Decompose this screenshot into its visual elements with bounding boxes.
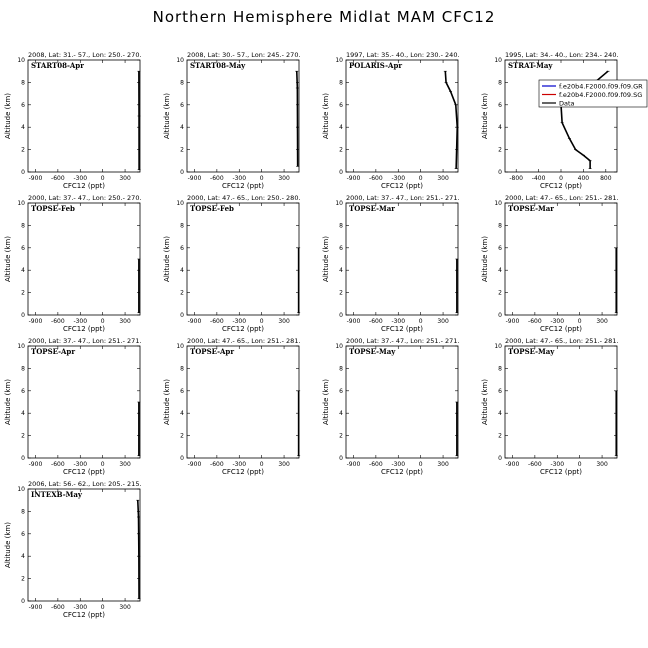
y-tick-label: 10 [17,343,25,350]
panel-header: 2000, Lat: 37.- 47., Lon: 251.- 271. [346,194,460,202]
y-tick-label: 10 [494,200,502,207]
y-tick-label: 4 [339,124,343,132]
y-tick-label: 0 [21,169,25,176]
x-tick-label: 300 [119,604,131,611]
x-tick-label: -300 [391,461,406,468]
x-tick-label: -900 [505,461,520,468]
plot-frame [505,346,617,458]
y-tick-label: 4 [180,124,184,132]
x-tick-label: 0 [559,175,563,182]
panel-campaign-label: TOPSE-Apr [190,347,235,356]
panel-header: 1997, Lat: 35.- 40., Lon: 230.- 240. [346,51,460,59]
y-tick-label: 0 [498,455,502,462]
y-tick-label: 0 [180,455,184,462]
panel [163,337,301,476]
y-tick-label: 2 [339,146,343,154]
y-tick-label: 4 [21,410,25,418]
panel-campaign-label: TOPSE-Mar [349,204,395,213]
plot-frame [187,60,299,172]
y-tick-label: 8 [21,222,25,230]
panel [163,194,301,333]
y-tick-label: 2 [21,289,25,297]
y-tick-label: 0 [180,312,184,319]
x-tick-label: 0 [577,461,582,468]
y-tick-label: 10 [176,200,184,207]
x-tick-label: -900 [28,175,43,182]
x-tick-label: 300 [437,175,449,182]
panel-header: 2000, Lat: 47.- 65., Lon: 251.- 281. [187,337,301,345]
y-tick-label: 8 [339,79,343,87]
x-tick-label: 800 [600,175,612,182]
y-tick-label: 2 [339,432,343,440]
x-tick-label: -600 [51,175,65,182]
y-tick-label: 6 [339,101,343,109]
y-axis-label: Altitude (km) [4,93,12,139]
y-tick-label: 6 [498,101,502,109]
x-axis-label: CFC12 (ppt) [62,611,106,619]
panel-campaign-label: TOPSE-May [508,347,555,356]
y-tick-label: 0 [339,169,343,176]
x-axis-label: CFC12 (ppt) [221,182,265,190]
panel-header: 1995, Lat: 34.- 40., Lon: 234.- 240. [505,51,619,59]
panel-campaign-label: START08-Apr [31,61,84,70]
panel-header: 2008, Lat: 31.- 57., Lon: 250.- 270. [28,51,142,59]
y-tick-label: 8 [21,79,25,87]
x-tick-label: 300 [596,461,608,468]
y-tick-label: 0 [339,455,343,462]
panel-header: 2000, Lat: 37.- 47., Lon: 250.- 270. [28,194,142,202]
x-axis-label: CFC12 (ppt) [539,325,583,333]
panel-campaign-label: TOPSE-May [349,347,396,356]
panel-campaign-label: START08-May [190,61,246,70]
y-tick-label: 10 [17,486,25,493]
x-tick-label: -600 [369,461,383,468]
y-tick-label: 8 [498,222,502,230]
y-tick-label: 0 [339,312,343,319]
y-tick-label: 10 [335,57,343,64]
plot-frame [505,203,617,315]
x-tick-label: 0 [418,318,423,325]
x-tick-label: -600 [369,318,383,325]
x-tick-label: -600 [210,175,224,182]
y-tick-label: 4 [498,124,502,132]
y-tick-label: 6 [21,387,25,395]
x-tick-label: -300 [232,175,247,182]
y-tick-label: 10 [335,343,343,350]
panel-header: 2006, Lat: 56.- 62., Lon: 205.- 215. [28,480,142,488]
panel-campaign-label: TOPSE-Mar [508,204,554,213]
x-tick-label: -600 [528,461,542,468]
y-tick-label: 0 [180,169,184,176]
x-tick-label: -900 [187,318,202,325]
x-tick-label: -900 [187,461,202,468]
x-axis-label: CFC12 (ppt) [539,468,583,476]
y-tick-label: 8 [21,365,25,373]
panel [481,337,619,476]
x-tick-label: 300 [437,461,449,468]
x-tick-label: 0 [259,461,264,468]
x-tick-label: -600 [51,318,65,325]
y-tick-label: 4 [21,267,25,275]
x-tick-label: 0 [259,318,264,325]
x-tick-label: -300 [391,175,406,182]
y-tick-label: 6 [21,101,25,109]
legend-label: f.e20b4.F2000.f09.f09.SG [559,90,643,99]
x-tick-label: -600 [51,604,65,611]
y-tick-label: 6 [180,387,184,395]
panel [4,480,142,619]
panels-grid [4,51,647,619]
panel-header: 2000, Lat: 37.- 47., Lon: 251.- 271. [28,337,142,345]
figure-title: Northern Hemisphere Midlat MAM CFC12 [152,8,496,26]
y-tick-label: 2 [180,432,184,440]
y-tick-label: 2 [180,289,184,297]
x-tick-label: 0 [100,604,105,611]
y-tick-label: 2 [339,289,343,297]
x-axis-label: CFC12 (ppt) [380,468,424,476]
x-axis-label: CFC12 (ppt) [221,468,265,476]
plot-frame [28,489,140,601]
y-tick-label: 0 [21,312,25,319]
y-tick-label: 8 [498,79,502,87]
plot-frame [28,346,140,458]
panel [481,51,647,190]
panel [322,194,460,333]
y-tick-label: 6 [498,387,502,395]
y-tick-label: 10 [494,57,502,64]
x-tick-label: -900 [187,175,202,182]
x-tick-label: 0 [100,461,105,468]
x-axis-label: CFC12 (ppt) [380,325,424,333]
y-tick-label: 6 [180,244,184,252]
y-tick-label: 4 [180,410,184,418]
y-tick-label: 6 [21,530,25,538]
y-tick-label: 8 [498,365,502,373]
y-tick-label: 6 [339,244,343,252]
y-tick-label: 10 [494,343,502,350]
x-tick-label: -300 [550,461,565,468]
x-tick-label: -400 [531,175,546,182]
y-tick-label: 10 [17,200,25,207]
y-tick-label: 6 [498,244,502,252]
y-tick-label: 6 [21,244,25,252]
x-axis-label: CFC12 (ppt) [62,182,106,190]
y-tick-label: 2 [498,432,502,440]
y-tick-label: 8 [180,79,184,87]
panel-campaign-label: TOPSE-Feb [190,204,234,213]
x-tick-label: 0 [418,175,423,182]
x-tick-label: -600 [51,461,65,468]
x-tick-label: -900 [346,461,361,468]
panel [163,51,301,190]
x-tick-label: -300 [73,318,88,325]
y-axis-label: Altitude (km) [322,93,330,139]
plot-frame [28,203,140,315]
y-tick-label: 4 [339,267,343,275]
x-tick-label: -300 [391,318,406,325]
y-axis-label: Altitude (km) [163,379,171,425]
panel-header: 2008, Lat: 30.- 57., Lon: 245.- 270. [187,51,301,59]
y-tick-label: 8 [339,365,343,373]
y-tick-label: 6 [180,101,184,109]
x-tick-label: -900 [346,318,361,325]
y-tick-label: 4 [180,267,184,275]
x-tick-label: -900 [505,318,520,325]
y-tick-label: 2 [180,146,184,154]
panel-header: 2000, Lat: 47.- 65., Lon: 250.- 280. [187,194,301,202]
plot-frame [346,346,458,458]
y-axis-label: Altitude (km) [322,236,330,282]
x-tick-label: -600 [210,318,224,325]
y-tick-label: 0 [21,598,25,605]
x-tick-label: -900 [28,604,43,611]
x-axis-label: CFC12 (ppt) [62,325,106,333]
x-tick-label: 400 [577,175,590,182]
y-tick-label: 8 [180,365,184,373]
panel-campaign-label: TOPSE-Feb [31,204,75,213]
y-tick-label: 10 [17,57,25,64]
y-tick-label: 8 [21,508,25,516]
x-tick-label: -300 [550,318,565,325]
x-tick-label: -600 [210,461,224,468]
y-axis-label: Altitude (km) [163,93,171,139]
y-tick-label: 4 [339,410,343,418]
y-tick-label: 2 [498,146,502,154]
x-tick-label: -300 [232,318,247,325]
x-tick-label: 300 [278,461,290,468]
x-tick-label: 300 [596,318,608,325]
y-tick-label: 6 [339,387,343,395]
x-tick-label: 300 [119,175,131,182]
y-tick-label: 10 [176,57,184,64]
panel-campaign-label: INTEXB-May [31,490,82,499]
x-tick-label: -300 [73,604,88,611]
y-tick-label: 10 [176,343,184,350]
x-tick-label: -600 [369,175,383,182]
panel [322,337,460,476]
panel [4,51,142,190]
data-series-line [297,71,298,166]
y-tick-label: 0 [498,312,502,319]
x-tick-label: 300 [278,318,290,325]
y-tick-label: 4 [21,124,25,132]
x-tick-label: 0 [577,318,582,325]
x-tick-label: -800 [509,175,524,182]
x-tick-label: -900 [28,318,43,325]
y-tick-label: 2 [21,146,25,154]
y-tick-label: 4 [498,410,502,418]
y-tick-label: 8 [180,222,184,230]
panel [4,194,142,333]
data-series-line [138,500,139,599]
panel-campaign-label: POLARIS-Apr [349,61,403,70]
legend-label: Data [559,99,575,108]
plot-frame [346,60,458,172]
plot-frame [28,60,140,172]
x-axis-label: CFC12 (ppt) [380,182,424,190]
y-tick-label: 2 [498,289,502,297]
x-tick-label: 300 [278,175,290,182]
plot-frame [187,203,299,315]
y-axis-label: Altitude (km) [481,379,489,425]
x-tick-label: 0 [100,175,105,182]
y-tick-label: 2 [21,575,25,583]
y-axis-label: Altitude (km) [4,236,12,282]
y-axis-label: Altitude (km) [4,522,12,568]
x-tick-label: -600 [528,318,542,325]
y-axis-label: Altitude (km) [481,236,489,282]
x-axis-label: CFC12 (ppt) [221,325,265,333]
y-tick-label: 4 [498,267,502,275]
y-axis-label: Altitude (km) [322,379,330,425]
y-tick-label: 8 [339,222,343,230]
x-axis-label: CFC12 (ppt) [62,468,106,476]
x-tick-label: 300 [119,461,131,468]
panel-campaign-label: STRAT-May [508,61,553,70]
y-tick-label: 4 [21,553,25,561]
x-tick-label: 0 [259,175,264,182]
x-tick-label: 0 [418,461,423,468]
x-tick-label: -900 [346,175,361,182]
y-axis-label: Altitude (km) [481,93,489,139]
y-tick-label: 2 [21,432,25,440]
x-tick-label: -300 [232,461,247,468]
x-tick-label: 0 [100,318,105,325]
legend-label: f.e20b4.F2000.f09.f09.GR [559,82,643,91]
panel [481,194,619,333]
y-axis-label: Altitude (km) [163,236,171,282]
panel-header: 2000, Lat: 47.- 65., Lon: 251.- 281. [505,194,619,202]
y-tick-label: 0 [498,169,502,176]
panel [4,337,142,476]
panel [322,51,460,190]
y-axis-label: Altitude (km) [4,379,12,425]
x-tick-label: 300 [119,318,131,325]
x-tick-label: -900 [28,461,43,468]
panel-campaign-label: TOPSE-Apr [31,347,76,356]
plot-frame [346,203,458,315]
x-axis-label: CFC12 (ppt) [539,182,583,190]
y-tick-label: 0 [21,455,25,462]
legend [539,80,647,107]
y-tick-label: 10 [335,200,343,207]
x-tick-label: -300 [73,175,88,182]
panel-header: 2000, Lat: 37.- 47., Lon: 251.- 271. [346,337,460,345]
panel-header: 2000, Lat: 47.- 65., Lon: 251.- 281. [505,337,619,345]
x-tick-label: 300 [437,318,449,325]
data-series-line [445,71,457,168]
plot-frame [187,346,299,458]
x-tick-label: -300 [73,461,88,468]
